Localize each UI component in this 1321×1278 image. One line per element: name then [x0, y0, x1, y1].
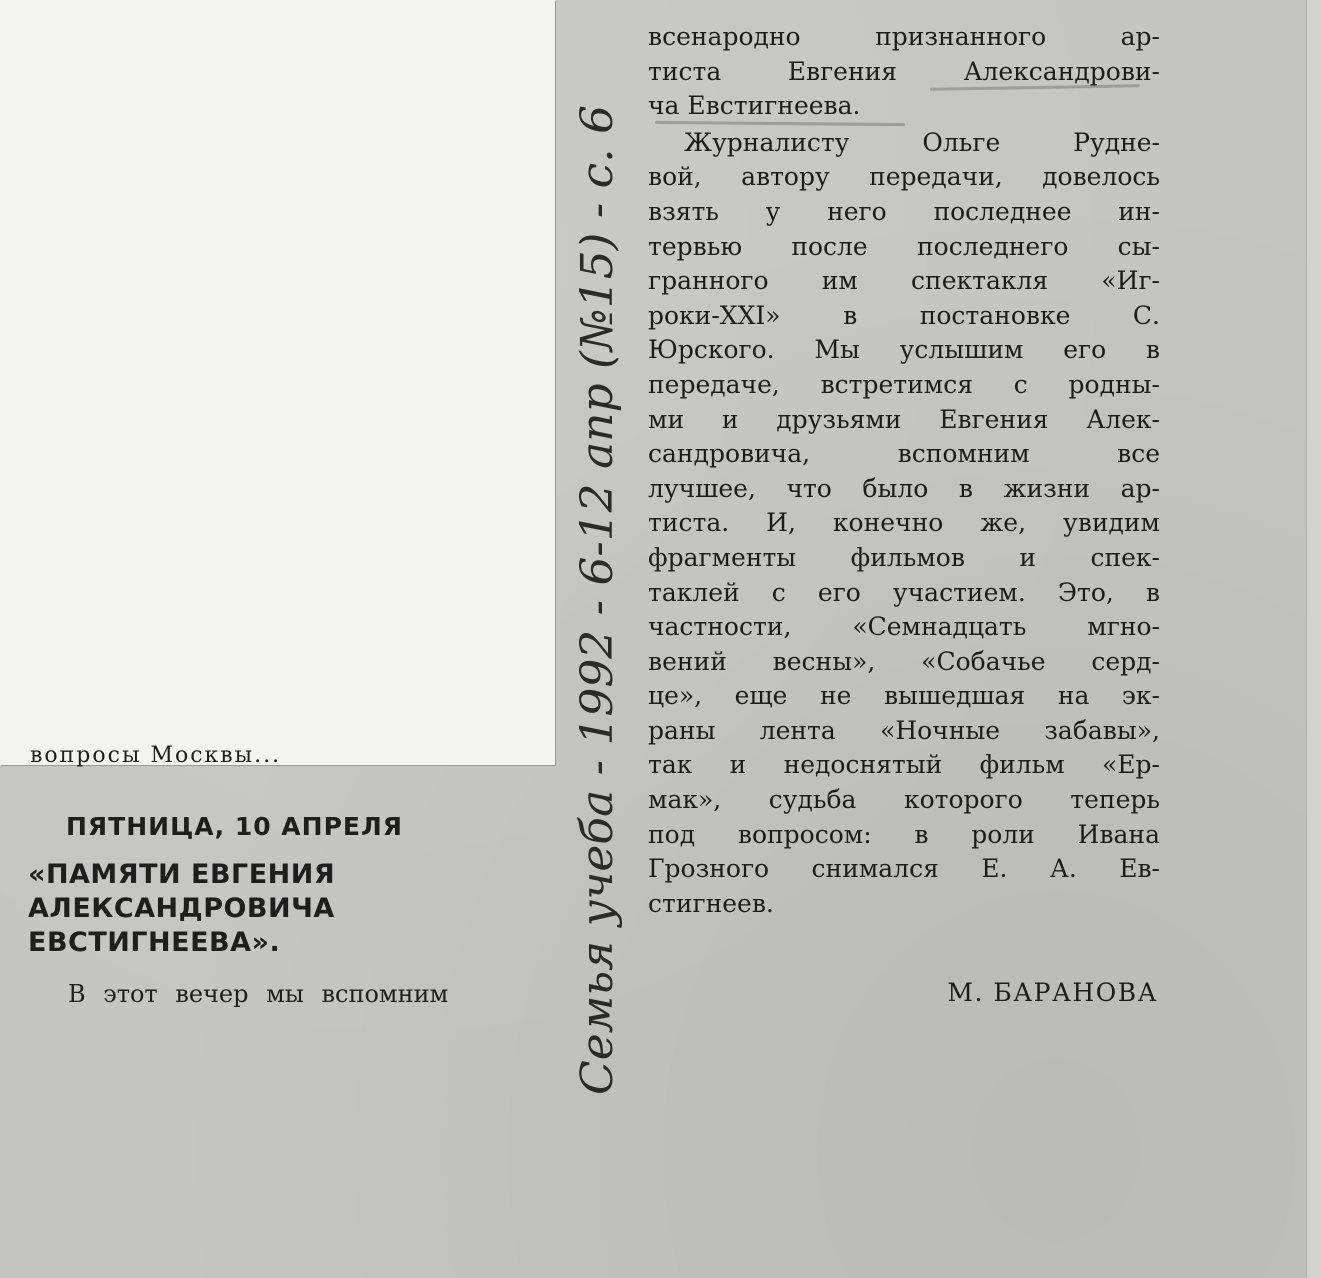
handwriting-graphic — [560, 95, 640, 1105]
article-line: раны лента «Ночные забавы», — [648, 715, 1160, 745]
article-line: всенародно признанного ар- — [648, 22, 1160, 51]
article-line: под вопросом: в роли Ивана — [648, 819, 1160, 849]
article-line: таклей с его участием. Это, в — [648, 577, 1160, 607]
program-title-line: АЛЕКСАНДРОВИЧА — [28, 893, 335, 924]
article-line: фрагменты фильмов и спек- — [648, 542, 1160, 572]
article-column — [648, 20, 1160, 921]
article-line: це», еще не вышедшая на эк- — [648, 681, 1160, 711]
article-line: ча Евстигнеева. — [648, 91, 861, 121]
handwritten-note-text: Семья учеба - 1992 - 6-12 апр (№15) - с. 6 — [572, 137, 623, 1095]
handwritten-annotation — [560, 95, 640, 1105]
article-line: стигнеев. — [648, 888, 774, 918]
broadcast-day-heading: ПЯТНИЦА, 10 АПРЕЛЯ — [66, 812, 403, 841]
article-line: Грозного снимался Е. А. Ев- — [648, 854, 1160, 884]
paper-edge — [1306, 0, 1321, 1278]
program-title-line: «ПАМЯТИ ЕВГЕНИЯ — [28, 859, 336, 890]
cut-text-peek: вопросы Москвы... — [30, 743, 282, 768]
article-line: мак», судьба которого теперь — [648, 785, 1160, 815]
article-line: лучшее, что было в жизни ар- — [648, 473, 1160, 503]
article-line: сандровича, вспомним все — [648, 439, 1160, 469]
article-line: тервью после последнего сы- — [648, 231, 1160, 261]
article-line: ми и друзьями Евгения Алек- — [648, 404, 1160, 434]
article-line: Журналисту Ольге Рудне- — [684, 127, 1160, 157]
article-line: тиста. И, конечно же, увидим — [648, 508, 1160, 538]
article-line: частности, «Семнадцать мгно- — [648, 612, 1160, 642]
program-intro-text: В этот вечер мы вспомним — [68, 980, 449, 1008]
author-signature: М. БАРАНОВА — [947, 978, 1158, 1007]
article-line: вений весны», «Собачье серд- — [648, 646, 1160, 676]
article-line: взять у него последнее ин- — [648, 196, 1160, 226]
article-line: гранного им спектакля «Иг- — [648, 266, 1160, 296]
article-line: роки-XXI» в постановке С. — [648, 300, 1160, 330]
article-line: так и недоснятый фильм «Ер- — [648, 750, 1160, 780]
article-line: вой, автору передачи, довелось — [648, 162, 1160, 192]
program-title — [28, 858, 498, 960]
article-line: передаче, встретимся с родны- — [648, 369, 1160, 399]
program-title-line: ЕВСТИГНЕЕВА». — [28, 927, 281, 958]
article-line: Юрского. Мы услышим его в — [648, 335, 1160, 365]
article-line: тиста Евгения Александрови- — [648, 56, 1160, 86]
paper-cutout-blank — [0, 0, 555, 765]
